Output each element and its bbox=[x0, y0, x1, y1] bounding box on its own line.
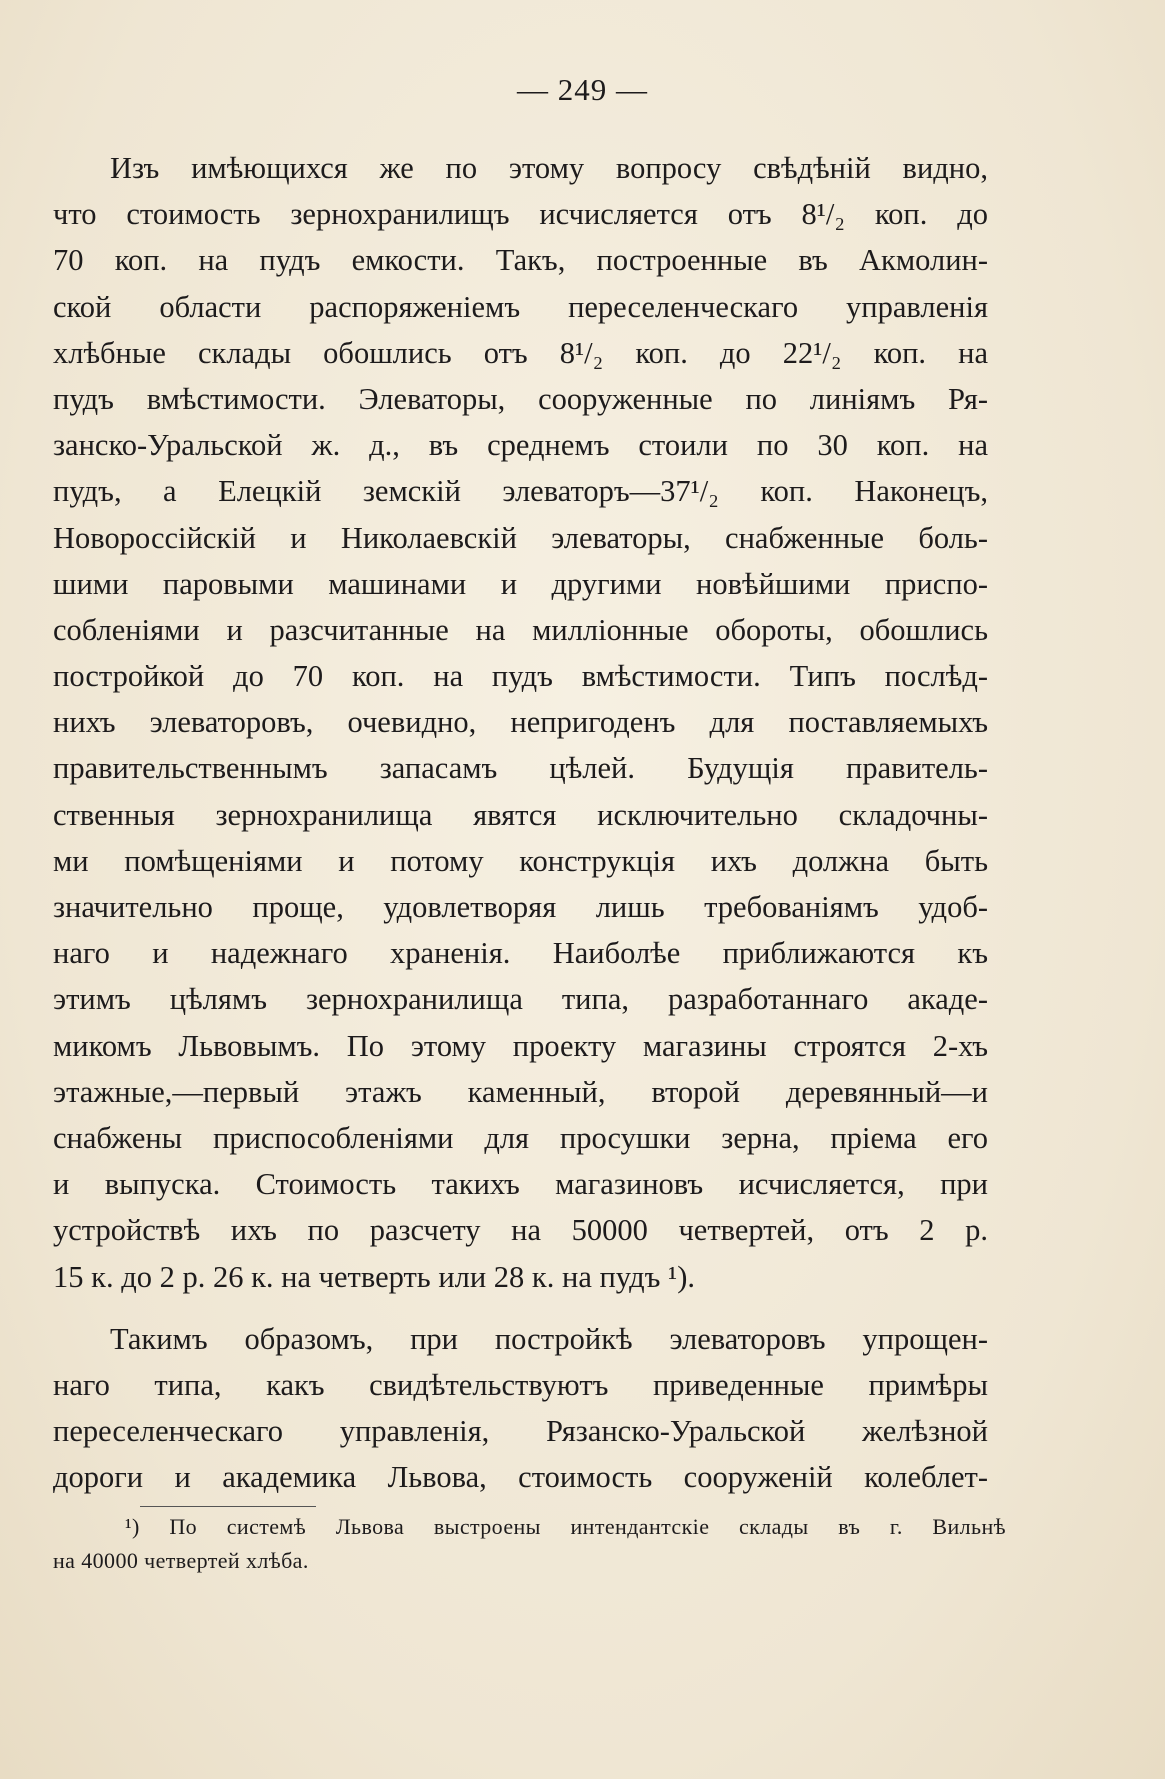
footnote-divider bbox=[140, 1506, 316, 1507]
text-line: 70 коп. на пудъ емкости. Такъ, построенные въ Акмолин- bbox=[53, 243, 988, 278]
text-line: 15 к. до 2 р. 26 к. на четверть или 28 к. на пудъ ¹). bbox=[53, 1259, 695, 1294]
text-line: Новороссійскій и Николаевскій элеваторы, снабженные боль- bbox=[53, 520, 988, 555]
text-line: нихъ элеваторовъ, очевидно, непригоденъ для поставляемыхъ bbox=[53, 705, 988, 740]
text-line: наго типа, какъ свидѣтельствуютъ приведенные примѣры bbox=[53, 1367, 988, 1402]
text-line: Такимъ образомъ, при постройкѣ элеваторовъ упрощен- bbox=[110, 1321, 988, 1356]
text-line: правительственнымъ запасамъ цѣлей. Будущія правитель- bbox=[53, 751, 988, 786]
text-line: и выпуска. Стоимость такихъ магазиновъ исчисляется, при bbox=[53, 1167, 988, 1202]
page-number: — 249 — bbox=[517, 72, 648, 107]
body-text bbox=[53, 145, 988, 1500]
footnote bbox=[53, 1510, 1006, 1578]
text-line: снабжены приспособленіями для просушки зерна, пріема его bbox=[53, 1120, 988, 1155]
text-line: пудъ, а Елецкій земскій элеваторъ—37¹/₂ коп. Наконецъ, bbox=[53, 474, 988, 509]
text-line: микомъ Львовымъ. По этому проекту магазины строятся 2-хъ bbox=[53, 1028, 988, 1063]
text-line: шими паровыми машинами и другими новѣйшими приспо- bbox=[53, 566, 988, 601]
text-line: ственныя зернохранилища явятся исключительно складочны- bbox=[53, 797, 988, 832]
text-line: собленіями и разсчитанные на милліонные обороты, обошлись bbox=[53, 612, 988, 647]
text-line: ми помѣщеніями и потому конструкція ихъ должна быть bbox=[53, 843, 988, 878]
text-line: этажные,—первый этажъ каменный, второй деревянный—и bbox=[53, 1074, 988, 1109]
footnote-line: на 40000 четвертей хлѣба. bbox=[53, 1548, 309, 1573]
text-line: что стоимость зернохранилищъ исчисляется отъ 8¹/₂ коп. до bbox=[53, 197, 988, 232]
text-line: ской области распоряженіемъ переселенческаго управленія bbox=[53, 289, 988, 324]
text-line: постройкой до 70 коп. на пудъ вмѣстимости. Типъ послѣд- bbox=[53, 659, 988, 694]
text-line: пудъ вмѣстимости. Элеваторы, сооруженные по линіямъ Ря- bbox=[53, 381, 988, 416]
text-line: переселенческаго управленія, Рязанско-Уральской желѣзной bbox=[53, 1414, 988, 1449]
footnote-line: ¹) По системѣ Львова выстроены интендантскіе склады въ г. Вильнѣ bbox=[125, 1514, 1006, 1539]
text-line: хлѣбные склады обошлись отъ 8¹/₂ коп. до 22¹/₂ коп. на bbox=[53, 335, 988, 370]
text-line: Изъ имѣющихся же по этому вопросу свѣдѣній видно, bbox=[110, 151, 988, 185]
text-line: наго и надежнаго храненія. Наиболѣе приближаются къ bbox=[53, 936, 988, 971]
text-line: устройствѣ ихъ по разсчету на 50000 четвертей, отъ 2 р. bbox=[53, 1213, 988, 1248]
text-line: дороги и академика Львова, стоимость сооруженій колеблет- bbox=[53, 1460, 988, 1495]
text-line: занско-Уральской ж. д., въ среднемъ стоили по 30 коп. на bbox=[53, 428, 988, 463]
text-line: значительно проще, удовлетворяя лишь требованіямъ удоб- bbox=[53, 890, 988, 924]
text-line: этимъ цѣлямъ зернохранилища типа, разработаннаго акаде- bbox=[53, 982, 988, 1017]
